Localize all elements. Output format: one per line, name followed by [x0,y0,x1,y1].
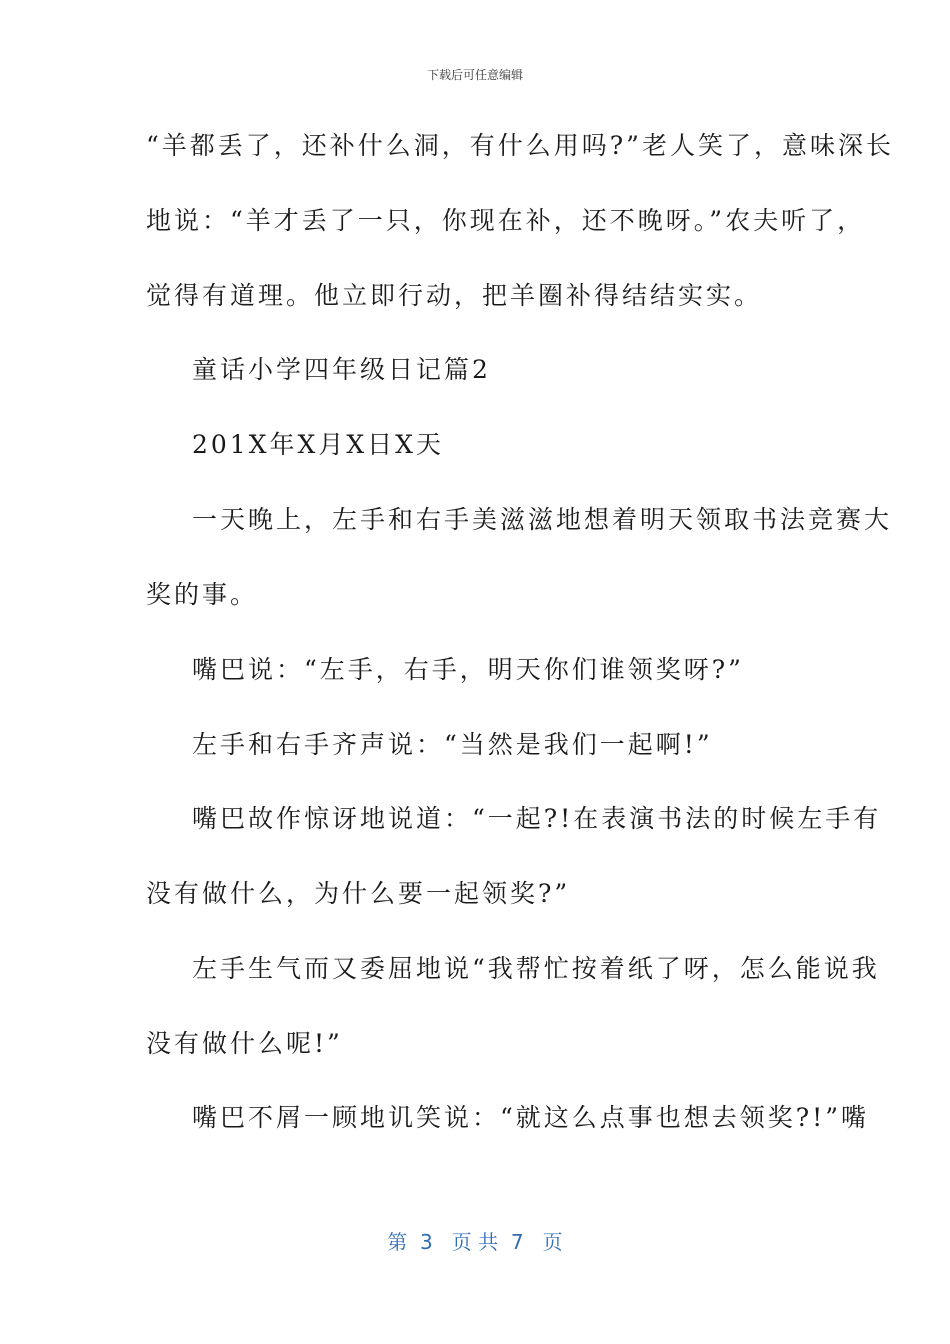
paragraph-line: 嘴巴不屑一顾地讥笑说：“就这么点事也想去领奖?!”嘴 [192,1103,870,1132]
paragraph-line: 觉得有道理。他立即行动，把羊圈补得结结实实。 [146,281,763,310]
diary-date: 201X年X月X日X天 [192,430,444,459]
paragraph-line: 左手和右手齐声说：“当然是我们一起啊!” [192,730,713,759]
paragraph-line: 左手生气而又委屈地说“我帮忙按着纸了呀，怎么能说我 [192,954,880,983]
page-header-note: 下载后可任意编辑 [426,68,523,82]
paragraph-line: 地说：“羊才丢了一只，你现在补，还不晚呀。”农夫听了， [146,206,866,235]
paragraph-line: 嘴巴说：“左手，右手，明天你们谁领奖呀?” [192,655,744,684]
paragraph-line: 没有做什么呢!” [146,1029,343,1058]
page-number-footer: 第 3 页 共 7 页 [387,1230,563,1254]
section-heading: 童话小学四年级日记篇2 [192,355,491,384]
paragraph-line: 奖的事。 [146,580,259,609]
paragraph-line: 没有做什么，为什么要一起领奖?” [146,879,571,908]
paragraph-line: “羊都丢了，还补什么洞，有什么用吗?”老人笑了，意味深长 [146,131,894,160]
paragraph-line: 嘴巴故作惊讶地说道：“一起?!在表演书法的时候左手有 [192,804,882,833]
paragraph-line: 一天晚上，左手和右手美滋滋地想着明天领取书法竞赛大 [192,505,893,534]
